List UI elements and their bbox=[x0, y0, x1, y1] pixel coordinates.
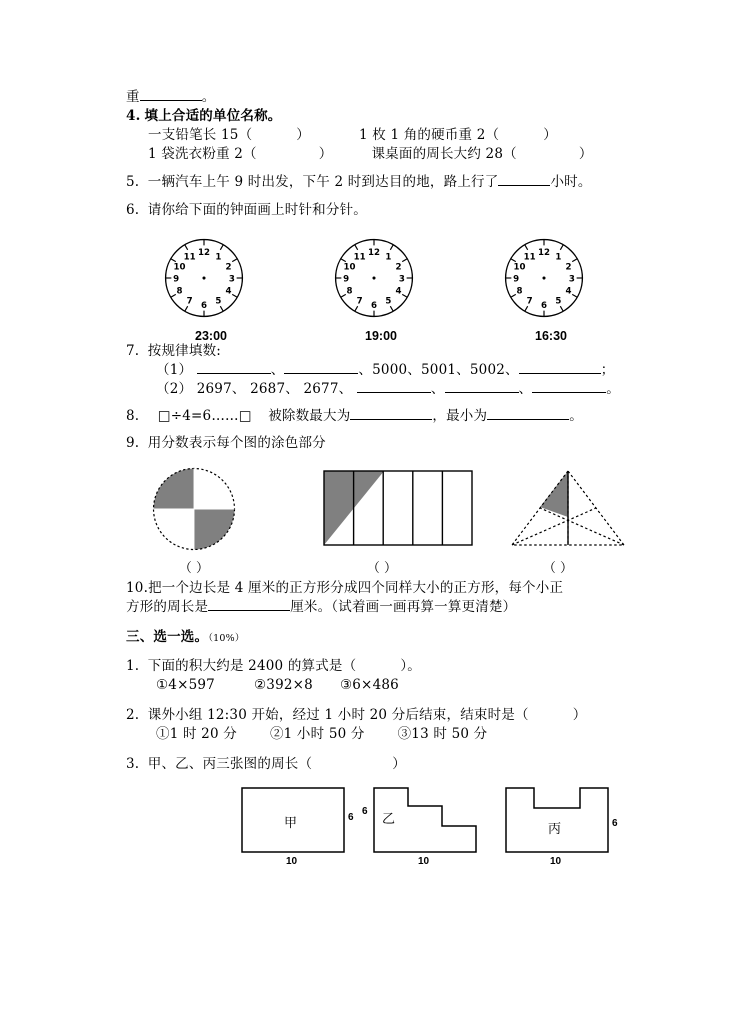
q3-answer-blank[interactable] bbox=[140, 88, 202, 101]
q4-item-1-text: 1 枚 1 角的硬币重 2（ bbox=[358, 127, 500, 143]
q6-number: 6. bbox=[126, 202, 140, 218]
svg-text:11: 11 bbox=[353, 252, 366, 263]
worksheet-content bbox=[126, 88, 636, 870]
shape-jia-label: 甲 bbox=[284, 816, 298, 831]
q6-text: 请你给下面的钟面画上时针和分针。 bbox=[147, 202, 367, 218]
mc2-option-3[interactable]: ③13 时 50 分 bbox=[397, 726, 488, 742]
q9-title: 用分数表示每个图的涂色部分 bbox=[147, 435, 326, 451]
clock-label-2: 19:00 bbox=[365, 329, 397, 343]
clock-icon bbox=[326, 230, 422, 326]
svg-text:10: 10 bbox=[343, 262, 356, 273]
q10-number: 10. bbox=[126, 580, 149, 596]
q4-item-2-close: ） bbox=[318, 146, 333, 162]
svg-text:11: 11 bbox=[183, 252, 196, 263]
svg-text:8: 8 bbox=[516, 286, 523, 297]
question-7-heading bbox=[126, 342, 636, 361]
clock-faces-row bbox=[126, 230, 636, 343]
q7-row1-given-1: 5001 bbox=[420, 362, 457, 378]
q5-text-before: 一辆汽车上午 9 时出发，下午 2 时到达目的地，路上行了 bbox=[147, 174, 499, 190]
q4-number: 4. bbox=[126, 108, 141, 124]
clock-face-1[interactable] bbox=[156, 230, 266, 343]
svg-text:5: 5 bbox=[555, 296, 562, 307]
shape-jia bbox=[240, 786, 354, 867]
shape-bing-width: 10 bbox=[550, 856, 562, 867]
svg-text:9: 9 bbox=[513, 274, 520, 285]
q9-number: 9. bbox=[126, 435, 140, 451]
svg-text:3: 3 bbox=[398, 274, 405, 285]
shape-yi-width: 10 bbox=[418, 856, 430, 867]
question-4-heading bbox=[126, 107, 636, 126]
svg-text:12: 12 bbox=[537, 247, 551, 258]
svg-text:12: 12 bbox=[367, 247, 381, 258]
mc1-options bbox=[126, 676, 636, 695]
q3-tail-text: 重 bbox=[126, 89, 140, 105]
svg-text:2: 2 bbox=[395, 262, 402, 273]
figure-triangle-medians bbox=[498, 465, 638, 557]
svg-text:7: 7 bbox=[356, 296, 363, 307]
q4-row-2 bbox=[126, 145, 636, 164]
q7-row2-sep-e: 、 bbox=[518, 381, 533, 397]
shape-bing-height: 6 bbox=[612, 818, 618, 829]
svg-text:4: 4 bbox=[395, 286, 402, 297]
shape-yi bbox=[362, 786, 480, 867]
mc2-stem-before: 课外小组 12:30 开始，经过 1 小时 20 分后结束，结束时是（ bbox=[147, 707, 529, 723]
shape-yi-label: 乙 bbox=[382, 812, 396, 827]
question-6 bbox=[126, 201, 636, 220]
q8-number: 8. bbox=[126, 408, 140, 424]
svg-text:1: 1 bbox=[555, 252, 562, 263]
q10-line1: 把一个边长是 4 厘米的正方形分成四个同样大小的正方形，每个小正 bbox=[148, 580, 564, 596]
svg-text:10: 10 bbox=[513, 262, 526, 273]
q4-item-0-text: 一支铅笔长 15（ bbox=[148, 127, 253, 143]
clock-label-1: 23:00 bbox=[195, 329, 227, 343]
svg-text:4: 4 bbox=[225, 286, 232, 297]
mc3-number: 3. bbox=[126, 756, 140, 772]
svg-text:5: 5 bbox=[385, 296, 392, 307]
q7-row1-given-2: 5002 bbox=[469, 362, 506, 378]
clock-icon bbox=[496, 230, 592, 326]
q10-answer-blank[interactable] bbox=[208, 598, 290, 611]
q7-row1-sep-c: 、 bbox=[407, 362, 421, 378]
question-10-line-2 bbox=[126, 598, 636, 617]
mc2-option-1[interactable]: ①1 时 20 分 bbox=[156, 726, 237, 742]
q4-title: 填上合适的单位名称。 bbox=[144, 108, 282, 124]
q7-row2-sep-b: 、 bbox=[285, 381, 299, 397]
q4-item-3-close: ） bbox=[578, 146, 593, 162]
q4-item-1-close: ） bbox=[543, 127, 557, 143]
q7-row2-blank-3[interactable] bbox=[532, 380, 606, 393]
svg-text:3: 3 bbox=[228, 274, 235, 285]
q7-row2-sep-c: 、 bbox=[338, 381, 353, 397]
mc-question-2 bbox=[126, 706, 636, 725]
q4-item-0-close: ） bbox=[296, 127, 310, 143]
svg-text:8: 8 bbox=[176, 286, 183, 297]
question-8 bbox=[126, 407, 636, 426]
section-3-points: （10%） bbox=[208, 633, 245, 644]
mc1-option-3[interactable]: ③6×486 bbox=[339, 677, 399, 693]
circle-quarters-icon bbox=[148, 463, 240, 555]
shape-bing bbox=[504, 786, 618, 867]
clock-face-3[interactable] bbox=[496, 230, 606, 343]
question-10-line-1 bbox=[126, 579, 636, 598]
mc1-option-1[interactable]: ①4×597 bbox=[156, 677, 215, 693]
section-3-heading bbox=[126, 628, 636, 648]
shape-bing-label: 丙 bbox=[548, 822, 562, 837]
svg-text:1: 1 bbox=[385, 252, 392, 263]
svg-text:7: 7 bbox=[186, 296, 193, 307]
q7-row1-sep-d: 、 bbox=[456, 362, 470, 378]
q7-row2-label: （2） bbox=[156, 381, 193, 397]
q8-text-2: ，最小为 bbox=[432, 408, 488, 424]
svg-text:4: 4 bbox=[565, 286, 572, 297]
mc2-option-2[interactable]: ②1 小时 50 分 bbox=[269, 726, 365, 742]
mc-question-3 bbox=[126, 755, 636, 774]
question-5 bbox=[126, 173, 636, 192]
question-3-tail bbox=[126, 88, 636, 107]
svg-text:9: 9 bbox=[343, 274, 350, 285]
q7-row2-given-2: 2677 bbox=[303, 381, 339, 397]
q7-row2-given-0: 2697 bbox=[196, 381, 232, 397]
shape-jia-height: 6 bbox=[348, 812, 354, 823]
q7-row1-blank-1[interactable] bbox=[197, 361, 271, 374]
q7-row2-sep-d: 、 bbox=[430, 381, 445, 397]
q7-row2-blank-2[interactable] bbox=[445, 380, 519, 393]
shape-yi-height: 6 bbox=[362, 806, 368, 817]
mc1-number: 1. bbox=[126, 658, 140, 674]
q7-title: 按规律填数: bbox=[147, 343, 222, 359]
q4-item-2-text: 1 袋洗衣粉重 2（ bbox=[148, 146, 257, 162]
q5-answer-blank[interactable] bbox=[498, 173, 550, 186]
mc2-stem-after: ） bbox=[572, 707, 587, 723]
q8-min-blank[interactable] bbox=[487, 407, 569, 420]
svg-text:8: 8 bbox=[346, 286, 353, 297]
svg-text:2: 2 bbox=[225, 262, 232, 273]
q5-text-after: 小时。 bbox=[550, 174, 592, 190]
question-9-heading bbox=[126, 434, 636, 453]
mc1-stem-after: ）。 bbox=[400, 658, 421, 674]
svg-text:3: 3 bbox=[568, 274, 575, 285]
svg-text:9: 9 bbox=[173, 274, 180, 285]
q7-row2-given-1: 2687 bbox=[250, 381, 286, 397]
q8-text-1: 被除数最大为 bbox=[268, 408, 351, 424]
q5-number: 5. bbox=[126, 174, 140, 190]
perimeter-shapes-row bbox=[126, 778, 636, 870]
q7-row1-blank-2[interactable] bbox=[284, 361, 358, 374]
svg-text:10: 10 bbox=[173, 262, 186, 273]
section-3-title: 三、选一选。 bbox=[126, 629, 209, 645]
svg-text:7: 7 bbox=[526, 296, 533, 307]
mc-question-1 bbox=[126, 657, 636, 676]
q4-row-1 bbox=[126, 126, 636, 145]
q8-expression: □÷4=6……□ bbox=[157, 408, 252, 424]
rect-five-strips-icon bbox=[322, 467, 474, 551]
shape-jia-width: 10 bbox=[286, 856, 298, 867]
q7-row1-sep-a: 、 bbox=[270, 362, 285, 378]
svg-text:12: 12 bbox=[197, 247, 211, 258]
q7-row2-blank-1[interactable] bbox=[357, 380, 431, 393]
q7-row2-sep-a: 、 bbox=[231, 381, 246, 397]
mc1-option-2[interactable]: ②392×8 bbox=[253, 677, 313, 693]
svg-text:6: 6 bbox=[540, 300, 548, 311]
q7-row1-sep-b: 、 bbox=[358, 362, 373, 378]
q8-max-blank[interactable] bbox=[350, 407, 432, 420]
svg-text:1: 1 bbox=[215, 252, 222, 263]
figure-circle-quarters bbox=[148, 463, 240, 555]
mc2-number: 2. bbox=[126, 707, 140, 723]
q10-line2-after: 厘米。（试着画一画再算一算更清楚） bbox=[290, 599, 517, 615]
q4-item-3-text: 课桌面的周长大约 28（ bbox=[371, 146, 517, 162]
mc3-stem-after: ） bbox=[392, 756, 406, 772]
mc1-stem-before: 下面的积大约是 2400 的算式是（ bbox=[147, 658, 357, 674]
svg-text:2: 2 bbox=[565, 262, 572, 273]
q7-row1-given-0: 5000 bbox=[372, 362, 408, 378]
q10-line2-before: 方形的周长是 bbox=[126, 599, 209, 615]
figure-rect-strips bbox=[322, 467, 474, 551]
fraction-figures-row bbox=[126, 461, 636, 576]
q3-period: 。 bbox=[201, 89, 216, 105]
clock-icon bbox=[156, 230, 252, 326]
svg-text:11: 11 bbox=[523, 252, 536, 263]
svg-text:6: 6 bbox=[200, 300, 208, 311]
figure-3-answer[interactable]: （ ） bbox=[542, 561, 574, 576]
figure-1-answer[interactable]: （ ） bbox=[178, 561, 210, 576]
clock-face-2[interactable] bbox=[326, 230, 436, 343]
svg-text:6: 6 bbox=[370, 300, 378, 311]
triangle-medians-icon bbox=[498, 465, 638, 557]
q7-row-1 bbox=[126, 361, 636, 380]
q7-row1-sep-e: 、 bbox=[505, 362, 519, 378]
svg-text:5: 5 bbox=[215, 296, 222, 307]
q8-end: 。 bbox=[569, 408, 583, 424]
clock-label-3: 16:30 bbox=[535, 329, 567, 343]
q7-row-2 bbox=[126, 380, 636, 399]
q7-row1-end: ； bbox=[600, 362, 615, 378]
figure-2-answer[interactable]: （ ） bbox=[366, 561, 398, 576]
q7-row1-blank-3[interactable] bbox=[519, 361, 601, 374]
q7-number: 7. bbox=[126, 343, 140, 359]
mc2-options bbox=[126, 725, 636, 744]
q7-row2-end: 。 bbox=[606, 381, 620, 397]
mc3-stem-before: 甲、乙、丙三张图的周长（ bbox=[147, 756, 313, 772]
q7-row1-label: （1） bbox=[156, 362, 193, 378]
